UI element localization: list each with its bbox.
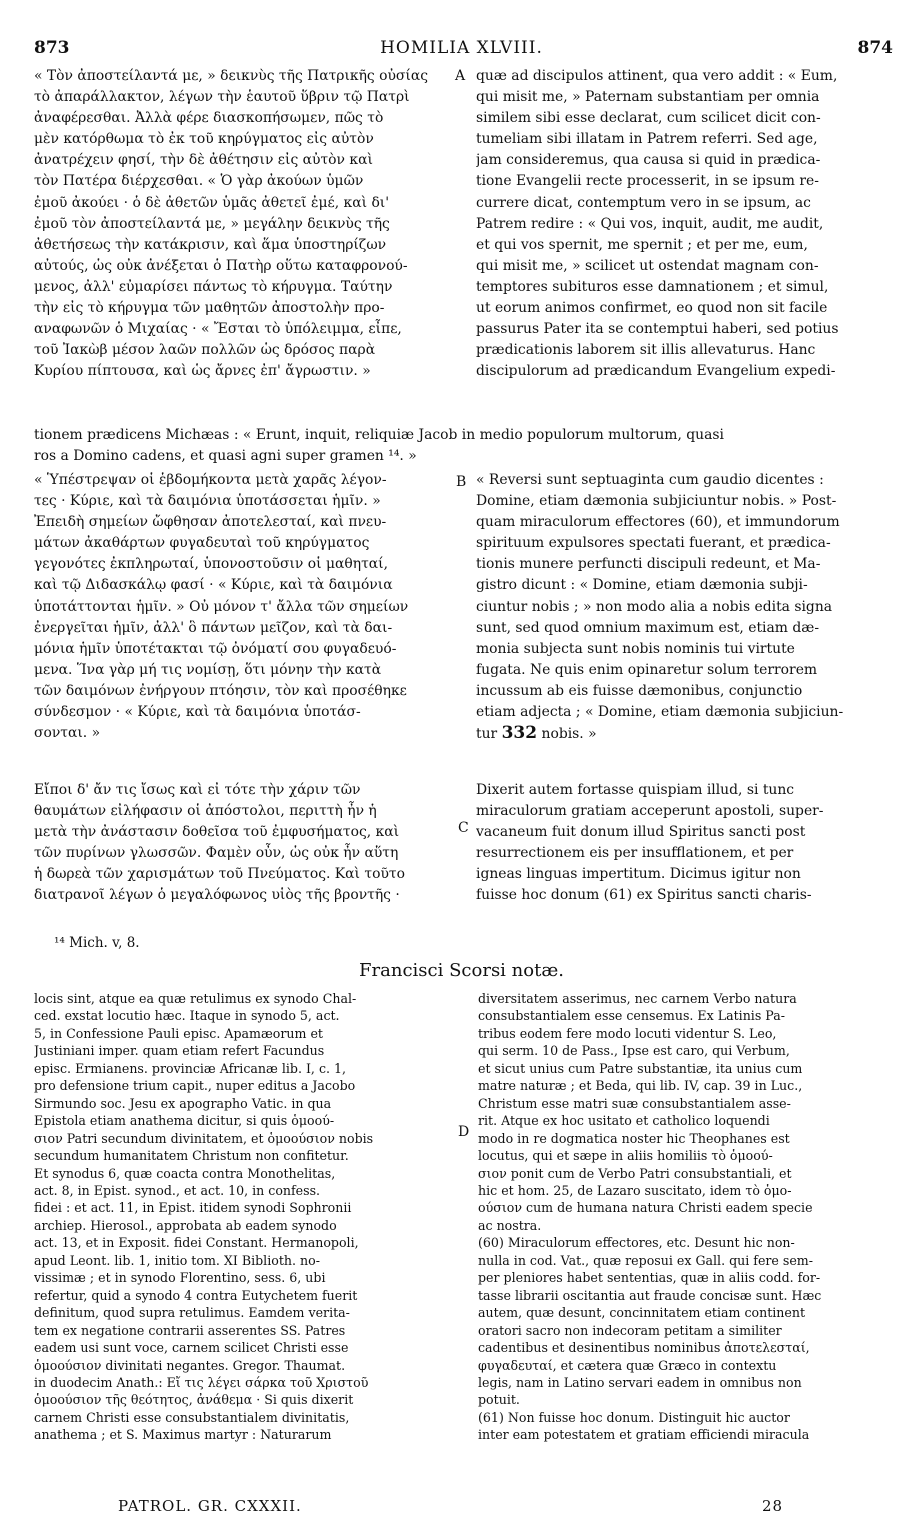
text-line: « Reversi sunt septuaginta cum gaudio dicentes : (476, 472, 824, 488)
text-line: ἐνεργεῖται ἡμῖν, ἀλλ' ὃ πάντων μεῖζον, καὶ τὰ δαι- (34, 619, 393, 636)
text-line: per pleniores habet sententias, quæ in aliis codd. for- (478, 1270, 821, 1286)
section-marker-d: D (458, 1124, 470, 1140)
text-line: ὁμοούσιον τῆς θεότητος, ἀνάθεμα · Si quis dixerit (34, 1392, 354, 1408)
text-line: igneas linguas impertitum. Dicimus igitur non (476, 866, 801, 883)
text-line: ἐμοῦ τὸν ἀποστείλαντά με, » μεγάλην δεικνὺς τῆς (34, 215, 390, 232)
text-line: tionem prædicens Michæas : « Erunt, inquit, reliquiæ Jacob in medio populorum multorum, quasi (34, 427, 724, 443)
text-line: modo in re dogmatica noster hic Theophanes est (478, 1130, 790, 1146)
text-line: vacaneum fuit donum illud Spiritus sancti post (476, 824, 806, 841)
text-line: act. 8, in Epist. synod., et act. 10, in confess. (34, 1182, 321, 1198)
text-line: act. 13, et in Exposit. fidei Constant. Hermanopoli, (34, 1235, 359, 1251)
section-marker-a: A (455, 68, 466, 84)
latin-column-2-last-line (476, 723, 886, 745)
text-line: discipulorum ad prædicandum Evangelium expedi- (476, 363, 836, 380)
text-line: ἡ δωρεὰ τῶν χαρισμάτων τοῦ Πνεύματος. Καὶ τοῦτο (34, 866, 405, 883)
text-line: quam miraculorum effectores (60), et immundorum (476, 514, 840, 531)
text-line: σύνδεσμον · « Κύριε, καὶ τὰ δαιμόνια ὑποτάσ- (34, 704, 361, 721)
text-line: legis, nam in Latino servari eadem in omnibus non (478, 1374, 802, 1390)
section-marker-c: C (458, 820, 469, 836)
text-line: ciuntur nobis ; » non modo alia a nobis edita signa (476, 598, 833, 615)
text-line: Et synodus 6, quæ coacta contra Monothelitas, (34, 1165, 336, 1181)
text-line: refertur, quid a synodo 4 contra Eutychetem fuerit (34, 1287, 358, 1303)
text-line: rit. Atque ex hoc usitato et catholico loquendi (478, 1113, 770, 1129)
text-line: jam consideremus, qua causa si quid in prædica- (476, 152, 821, 169)
text-line: ac nostra. (478, 1217, 542, 1233)
text-line: in duodecim Anath.: Εἴ τις λέγει σάρκα τοῦ Χριστοῦ (34, 1374, 369, 1390)
text-line: μετὰ τὴν ἀνάστασιν δοθεῖσα τοῦ ἐμφυσήματος, καὶ (34, 824, 400, 841)
text-line: apud Leont. lib. 1, initio tom. XI Biblioth. no- (34, 1252, 320, 1268)
text-line: τοῦ Ἰακὼβ μέσον λαῶν πολλῶν ὡς δρόσος παρὰ (34, 342, 376, 359)
text-line: miraculorum gratiam acceperunt apostoli, super- (476, 803, 824, 820)
text-line: ced. exstat locutio hæc. Itaque in synodo 5, act. (34, 1008, 340, 1024)
text-line: Dixerit autem fortasse quispiam illud, si tunc (476, 782, 795, 798)
text-line: secundum humanitatem Christum non confitetur. (34, 1148, 349, 1164)
text-line: γεγονότες ἐκπληρωταί, ὑπονοστοῦσιν οἱ μαθηταί, (34, 556, 389, 573)
text-line: nulla in cod. Vat., quæ reposui ex Gall. qui fere sem- (478, 1252, 813, 1268)
text-line: autem, quæ desunt, concinnitatem etiam continent (478, 1305, 806, 1321)
text-line: prædicationis laborem sit illis allevaturus. Hanc (476, 342, 816, 359)
text-line: tionis munere perfuncti discipuli redeunt, et Ma- (476, 556, 821, 573)
latin-column-2 (476, 470, 886, 745)
text-line: Sirmundo soc. Jesu ex apographo Vatic. in qua (34, 1095, 332, 1111)
text-line: archiep. Hierosol., approbata ab eadem synodo (34, 1217, 337, 1233)
text-line: ούσιον cum de humana natura Christi eadem specie (478, 1200, 813, 1216)
text-line: Christum esse matri suæ consubstantialem asse- (478, 1095, 791, 1111)
column-marker-number: 332 (501, 723, 538, 744)
text-line: 5, in Confessione Pauli episc. Apamæorum et (34, 1025, 323, 1041)
text-line: incussum ab eis fuisse dæmonibus, conjunctio (476, 682, 803, 699)
text-line: episc. Ermianens. provinciæ Africanæ lib. I, c. 1, (34, 1060, 347, 1076)
text-line: tione Evangelii recte processerit, in se ipsum re- (476, 173, 819, 190)
text-line: Κυρίου πίπτουσα, καὶ ὡς ἄρνες ἐπ' ἄγρωστιν. » (34, 363, 371, 380)
text-line: eadem usi sunt voce, carnem scilicet Christi esse (34, 1340, 349, 1356)
text-line: hic et hom. 25, de Lazaro suscitato, idem τὸ ὁμο- (478, 1182, 792, 1198)
text-line: ἐμοῦ ἀκούει · ὁ δὲ ἀθετῶν ὑμᾶς ἀθετεῖ ἐμέ, καὶ δι' (34, 194, 390, 211)
latin-column-2-lines (476, 470, 886, 723)
text-line: matre naturæ ; et Beda, qui lib. IV, cap. 39 in Luc., (478, 1078, 803, 1094)
text-line: currere dicat, contemptum vero in se ipsum, ac (476, 194, 811, 211)
text-line: αὐτούς, ὡς οὐκ ἀνέξεται ὁ Πατὴρ οὕτω καταφρονού- (34, 257, 408, 274)
text-line: potuit. (478, 1392, 520, 1408)
column-number-right: 874 (857, 38, 893, 58)
text-line: Justiniani imper. quam etiam refert Facundus (34, 1043, 325, 1059)
greek-column-2 (34, 470, 466, 744)
text-line: carnem Christi esse consubstantialem divinitatis, (34, 1409, 350, 1425)
text-line: σιον Patri secundum divinitatem, et ὁμοούσιον nobis (34, 1130, 374, 1146)
text-line: qui serm. 10 de Pass., Ipse est caro, qui Verbum, (478, 1043, 790, 1059)
text-line: monia subjecta sunt nobis nominis tui virtute (476, 640, 795, 657)
footer-series: PATROL. GR. CXXXII. (118, 1497, 302, 1515)
text-line: oratori sacro non indecoram petitam a similiter (478, 1322, 782, 1338)
text-line: fidei : et act. 11, in Epist. itidem synodi Sophronii (34, 1200, 352, 1216)
text-line: Epistola etiam anathema dicitur, si quis ὁμοού- (34, 1113, 335, 1129)
notes-title: Francisci Scorsi notæ. (359, 960, 564, 981)
text-line: ros a Domino cadens, et quasi agni super gramen ¹⁴. » (34, 448, 417, 465)
text-line: ut eorum animos confirmet, eo quod non sit facile (476, 300, 828, 317)
text-line: tasse librarii oscitantia aut fraude concisæ sunt. Hæc (478, 1287, 822, 1303)
running-title: HOMILIA XLVIII. (380, 38, 543, 58)
text-line: μὲν κατόρθωμα τὸ ἐκ τοῦ κηρύγματος εἰς αὐτὸν (34, 131, 374, 148)
text-line: θαυμάτων εἰλήφασιν οἱ ἀπόστολοι, περιττὴ ἦν ἡ (34, 803, 377, 820)
text-line: consubstantialem esse censemus. Ex Latinis Pa- (478, 1008, 785, 1024)
text-line: σιον ponit cum de Verbo Patri consubstantiali, et (478, 1165, 792, 1181)
text-line: φυγαδευταί, et cætera quæ Græco in contextu (478, 1357, 777, 1373)
text-line: τὸν Πατέρα διέρχεσθαι. « Ὁ γὰρ ἀκούων ὑμῶν (34, 173, 364, 190)
text-line: tribus eodem fere modo locuti videntur S. Leo, (478, 1025, 777, 1041)
text-line: tumeliam sibi illatam in Patrem referri. Sed age, (476, 131, 818, 148)
text-line: qui misit me, » Paternam substantiam per omnia (476, 89, 820, 106)
text-line: τῶν πυρίνων γλωσσῶν. Φαμὲν οὖν, ὡς οὐκ ἦν αὕτη (34, 845, 399, 862)
greek-column-1 (34, 66, 466, 382)
text-line: similem sibi esse declarat, cum scilicet dicit con- (476, 110, 821, 127)
text-line: gistro dicunt : « Domine, etiam dæmonia subji- (476, 577, 808, 594)
text-line: ἀναφέρεσθαι. Ἀλλὰ φέρε διασκοπήσωμεν, πῶς τὸ (34, 110, 384, 127)
text-line: tem ex negatione contrarii asserentes SS. Patres (34, 1322, 346, 1338)
text-line: et sicut unius cum Patre substantiæ, ita unius cum (478, 1060, 803, 1076)
latin-column-1 (476, 66, 886, 382)
text-line: ἀνατρέχειν φησί, τὴν δὲ ἀθέτησιν εἰς αὐτὸν καὶ (34, 152, 373, 169)
text-line: resurrectionem eis per insufflationem, et per (476, 845, 794, 862)
full-width-text (34, 425, 889, 467)
text-line: pro defensione trium capit., nuper editus a Jacobo (34, 1078, 356, 1094)
text-line: Patrem redire : « Qui vos, inquit, audit, me audit, (476, 215, 824, 232)
section-marker-b: B (456, 474, 467, 490)
text-line: Ἐπειδὴ σημείων ὤφθησαν ἀποτελεσταί, καὶ πνευ- (34, 514, 387, 531)
text-line: (61) Non fuisse hoc donum. Distinguit hic auctor (478, 1409, 790, 1425)
text-line: σονται. » (34, 725, 101, 742)
text-line: vissimæ ; et in synodo Florentino, sess. 6, ubi (34, 1270, 326, 1286)
line-text: nobis. » (537, 726, 597, 743)
text-line: καὶ τῷ Διδασκάλῳ φασί · « Κύριε, καὶ τὰ δαιμόνια (34, 577, 393, 594)
text-line: passurus Pater ita se contemptui haberi, sed potius (476, 321, 839, 338)
line-text: tur (476, 726, 502, 743)
text-line: Domine, etiam dæmonia subjiciuntur nobis. » Post- (476, 493, 837, 510)
text-line: τὸ ἀπαράλλακτον, λέγων τὴν ἑαυτοῦ ὕβριν τῷ Πατρὶ (34, 89, 410, 106)
text-line: ἀθετήσεως τὴν κατάκρισιν, καὶ ἅμα ὑποστηρίζων (34, 236, 387, 253)
text-line: inter eam potestatem et gratiam efficiendi miracula (478, 1427, 810, 1443)
notes-right-column (478, 990, 890, 1444)
text-line: locis sint, atque ea quæ retulimus ex synodo Chal- (34, 991, 357, 1006)
text-line: spirituum expulsores spectati fuerant, et prædica- (476, 535, 831, 552)
text-line: διατρανοῖ λέγων ὁ μεγαλόφωνος υἱὸς τῆς βροντῆς · (34, 887, 400, 904)
text-line: μάτων ἀκαθάρτων φυγαδευταὶ τοῦ κηρύγματος (34, 535, 370, 552)
text-line: etiam adjecta ; « Domine, etiam dæmonia subjiciun- (476, 704, 844, 721)
footnote: ¹⁴ Mich. v, 8. (54, 935, 140, 951)
text-line: Εἴποι δ' ἄν τις ἴσως καὶ εἰ τότε τὴν χάριν τῶν (34, 782, 361, 798)
column-number-left: 873 (34, 38, 70, 58)
text-line: quæ ad discipulos attinent, qua vero addit : « Eum, (476, 68, 838, 84)
text-line: anathema ; et S. Maximus martyr : Naturarum (34, 1427, 332, 1443)
footer-signature: 28 (762, 1497, 784, 1515)
text-line: fuisse hoc donum (61) ex Spiritus sancti charis- (476, 887, 812, 904)
text-line: αναφωνῶν ὁ Μιχαίας · « Ἔσται τὸ ὑπόλειμμα, εἶπε, (34, 321, 402, 338)
greek-column-3 (34, 780, 466, 907)
text-line: locutus, qui et sæpe in aliis homiliis τὸ ὁμοού- (478, 1148, 773, 1164)
notes-left-column (34, 990, 460, 1444)
text-line: « Ὑπέστρεψαν οἱ ἑβδομήκοντα μετὰ χαρᾶς λέγον- (34, 472, 387, 488)
text-line: diversitatem asserimus, nec carnem Verbo natura (478, 991, 797, 1006)
text-line: definitum, quod supra retulimus. Eamdem verita- (34, 1305, 350, 1321)
text-line: cadentibus et desinentibus nominibus ἀποτελεσταί, (478, 1340, 810, 1356)
text-line: τῶν δαιμόνων ἐνήργουν πτόησιν, τὸν καὶ προσέθηκε (34, 682, 407, 699)
text-line: sunt, sed quod omnium maximum est, etiam dæ- (476, 619, 820, 636)
latin-column-3 (476, 780, 886, 907)
text-line: τες · Κύριε, καὶ τὰ δαιμόνια ὑποτάσσεται ἡμῖν. » (34, 493, 381, 510)
text-line: temptores subituros esse damnationem ; et simul, (476, 278, 829, 295)
text-line: τὴν εἰς τὸ κήρυγμα τῶν μαθητῶν ἀποστολὴν προ- (34, 300, 385, 317)
text-line: fugata. Ne quis enim opinaretur solum terrorem (476, 661, 818, 678)
text-line: ὁμοούσιον divinitati negantes. Gregor. Thaumat. (34, 1357, 346, 1373)
text-line: (60) Miraculorum effectores, etc. Desunt hic non- (478, 1235, 795, 1251)
text-line: μόνια ἡμῖν ὑποτέτακται τῷ ὀνόματί σου φυγαδευό- (34, 640, 397, 657)
text-line: et qui vos spernit, me spernit ; et per me, eum, (476, 236, 808, 253)
text-line: μενα. Ἵνα γὰρ μή τις νομίσῃ, ὅτι μόνην τὴν κατὰ (34, 661, 382, 678)
text-line: qui misit me, » scilicet ut ostendat magnam con- (476, 257, 819, 274)
text-line: μενος, ἀλλ' εὐμαρίσει πάντως τὸ κήρυγμα. Ταύτην (34, 278, 393, 295)
text-line: « Τὸν ἀποστείλαντά με, » δεικνὺς τῆς Πατρικῆς οὐσίας (34, 68, 429, 84)
text-line: ὑποτάττονται ἡμῖν. » Οὐ μόνον τ' ἄλλα τῶν σημείων (34, 598, 409, 615)
